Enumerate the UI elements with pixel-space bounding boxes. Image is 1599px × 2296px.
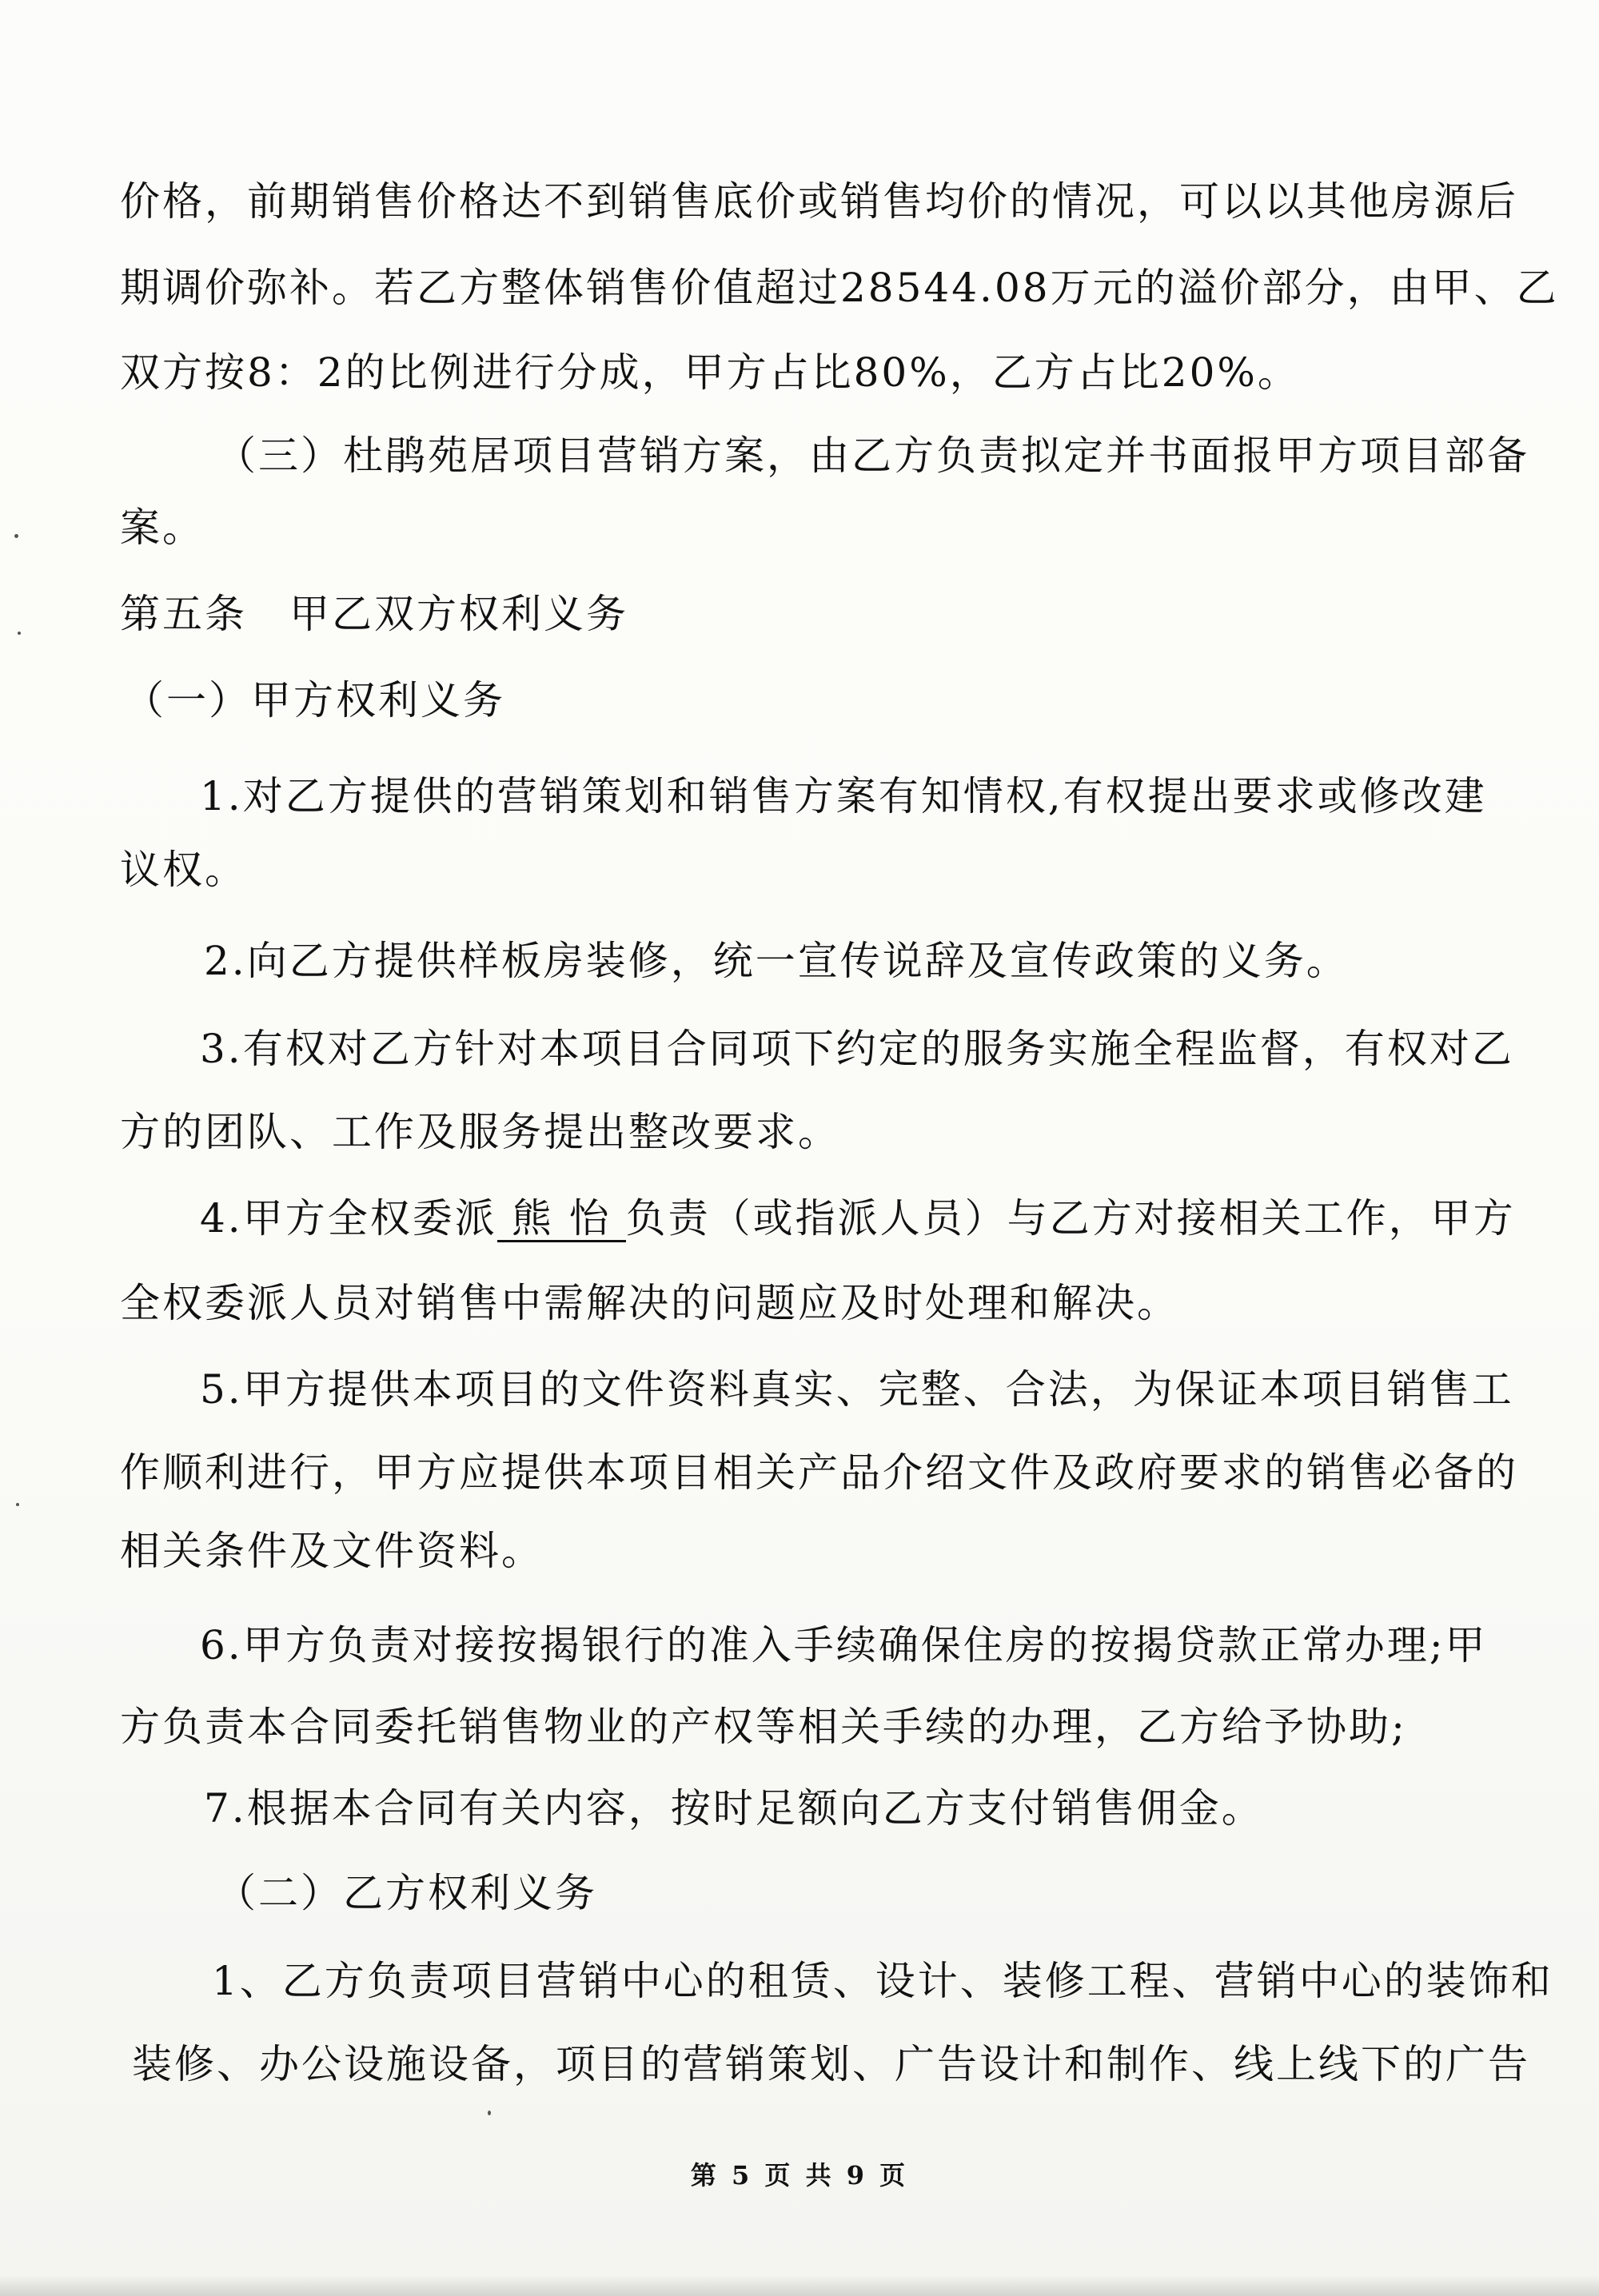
text-line-16: 作顺利进行，甲方应提供本项目相关产品介绍文件及政府要求的销售必备的 — [120, 1449, 1518, 1496]
text-line-14: 全权委派人员对销售中需解决的问题应及时处理和解决。 — [120, 1280, 1179, 1326]
text-line-18: 6.甲方负责对接按揭银行的准入手续确保住房的按揭贷款正常办理;甲 — [200, 1622, 1488, 1668]
text-line-2: 期调价弥补。若乙方整体销售价值超过28544.08万元的溢价部分，由甲、乙 — [120, 265, 1559, 311]
text-line-13-start: 4.甲方全权委派 — [200, 1195, 497, 1242]
scan-speck — [14, 534, 18, 538]
article-heading: 第五条 甲乙双方权利义务 — [120, 591, 628, 637]
text-line-20: 7.根据本合同有关内容，按时足额向乙方支付销售佣金。 — [204, 1785, 1264, 1832]
text-line-13-end: 负责（或指派人员）与乙方对接相关工作，甲方 — [625, 1195, 1516, 1242]
section-heading-party-b: （二）乙方权利义务 — [216, 1870, 597, 1916]
text-line-3: 双方按8：2的比例进行分成，甲方占比80%，乙方占比20%。 — [120, 349, 1300, 396]
text-line-12: 方的团队、工作及服务提出整改要求。 — [120, 1109, 840, 1155]
text-line-23: 装修、办公设施设备，项目的营销策划、广告设计和制作、线上线下的广告 — [132, 2041, 1530, 2087]
text-line-22: 1、乙方负责项目营销中心的租赁、设计、装修工程、营销中心的装饰和 — [212, 1958, 1553, 2004]
text-line-15: 5.甲方提供本项目的文件资料真实、完整、合法，为保证本项目销售工 — [200, 1366, 1514, 1413]
scan-speck — [18, 632, 21, 635]
text-line-17: 相关条件及文件资料。 — [120, 1528, 544, 1574]
text-line-10: 2.向乙方提供样板房装修，统一宣传说辞及宣传政策的义务。 — [204, 938, 1349, 984]
scan-speck — [488, 2111, 491, 2115]
text-line-13 — [200, 1194, 1516, 1242]
text-line-4: （三）杜鹃苑居项目营销方案，由乙方负责拟定并书面报甲方项目部备 — [216, 432, 1529, 479]
scan-speck — [16, 1503, 19, 1506]
scan-bottom-edge — [0, 2275, 1599, 2296]
text-line-1: 价格，前期销售价格达不到销售底价或销售均价的情况，可以以其他房源后 — [120, 178, 1518, 225]
page-number-footer: 第 5 页 共 9 页 — [690, 2160, 909, 2190]
section-heading-party-a: （一）甲方权利义务 — [124, 677, 505, 723]
text-line-11: 3.有权对乙方针对本项目合同项下约定的服务实施全程监督，有权对乙 — [200, 1026, 1514, 1072]
text-line-8: 1.对乙方提供的营销策划和销售方案有知情权,有权提出要求或修改建 — [200, 773, 1487, 819]
text-line-9: 议权。 — [120, 847, 247, 893]
text-line-5: 案。 — [120, 504, 205, 551]
text-line-19: 方负责本合同委托销售物业的产权等相关手续的办理，乙方给予协助; — [120, 1704, 1407, 1750]
appointed-person-name: 熊 怡 — [497, 1197, 626, 1242]
